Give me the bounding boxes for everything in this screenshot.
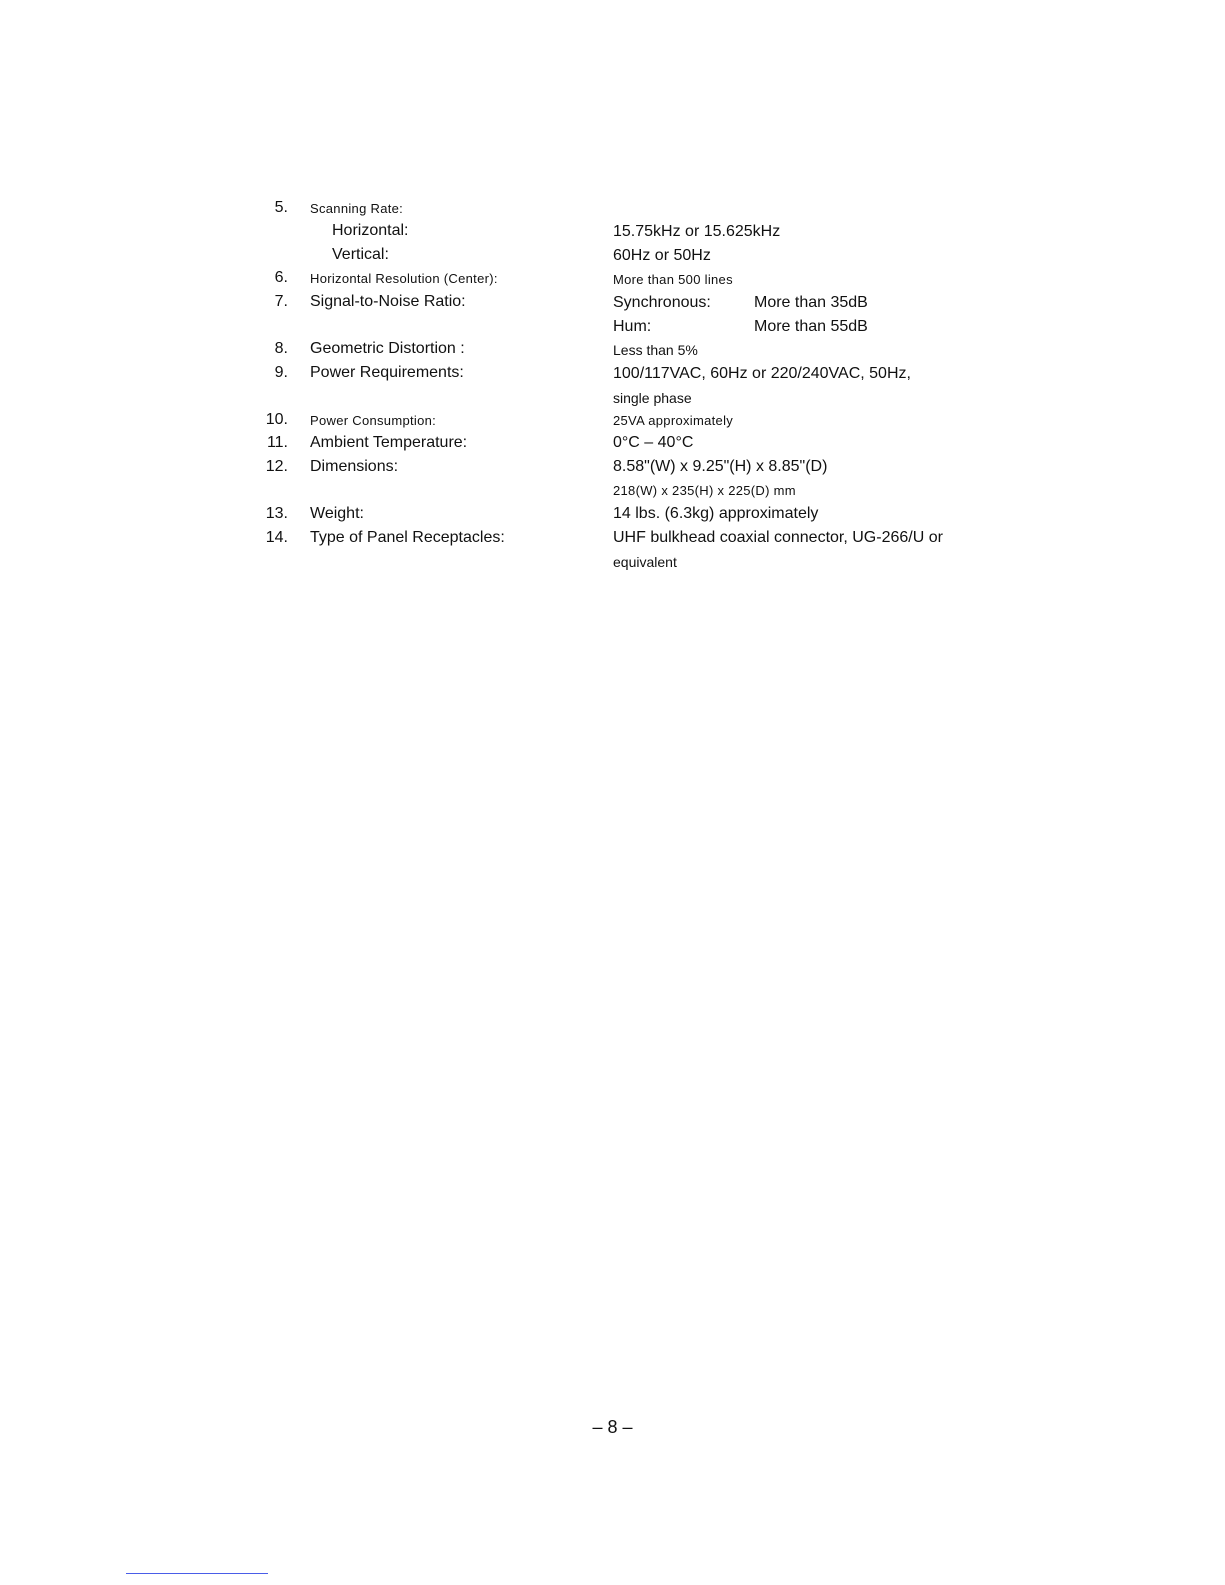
spec-8-label: Geometric Distortion : — [310, 340, 465, 357]
page-number: – 8 – — [592, 1417, 633, 1437]
spec-13-value: 14 lbs. (6.3kg) approximately — [613, 505, 819, 522]
spec-5-vertical-value: 60Hz or 50Hz — [613, 247, 711, 264]
spec-5-horizontal-label: Horizontal: — [332, 222, 409, 239]
spec-10-number: 10. — [265, 411, 288, 428]
spec-10-label: Power Consumption: — [310, 413, 437, 428]
spec-6-number: 6. — [274, 269, 288, 286]
spec-6-value: More than 500 lines — [613, 272, 733, 287]
spec-13-number: 13. — [265, 505, 288, 522]
spec-6-label: Horizontal Resolution (Center): — [310, 271, 498, 286]
spec-5-label: Scanning Rate: — [310, 201, 404, 216]
spec-9-number: 9. — [274, 364, 288, 381]
spec-5-horizontal-value: 15.75kHz or 15.625kHz — [613, 223, 781, 240]
spec-12-label: Dimensions: — [310, 458, 399, 475]
spec-7-hum-value: More than 55dB — [754, 318, 868, 335]
footer-rule — [126, 1573, 268, 1574]
spec-11-value: 0°C – 40°C — [613, 434, 694, 451]
spec-13-label: Weight: — [310, 505, 364, 522]
spec-7-label: Signal-to-Noise Ratio: — [310, 293, 466, 310]
spec-7-number: 7. — [274, 293, 288, 310]
spec-12-value-line2: 218(W) x 235(H) x 225(D) mm — [613, 483, 796, 498]
spec-12-value-line1: 8.58"(W) x 9.25"(H) x 8.85"(D) — [613, 458, 828, 475]
spec-9-label: Power Requirements: — [310, 364, 464, 381]
spec-8-value: Less than 5% — [613, 342, 698, 358]
spec-7-sync-value: More than 35dB — [754, 294, 868, 311]
spec-9-value-line2: single phase — [613, 390, 692, 406]
spec-5-vertical-label: Vertical: — [332, 246, 389, 263]
spec-9-value-line1: 100/117VAC, 60Hz or 220/240VAC, 50Hz, — [613, 365, 911, 382]
spec-5-number: 5. — [274, 199, 288, 216]
spec-11-number: 11. — [266, 434, 288, 451]
spec-7-sync-label: Synchronous: — [613, 294, 711, 311]
spec-7-hum-label: Hum: — [613, 318, 652, 335]
spec-10-value: 25VA approximately — [613, 413, 734, 428]
spec-14-label: Type of Panel Receptacles: — [310, 529, 505, 546]
spec-14-value-line1: UHF bulkhead coaxial connector, UG-266/U or — [613, 529, 943, 546]
spec-12-number: 12. — [265, 458, 288, 475]
spec-11-label: Ambient Temperature: — [310, 434, 468, 451]
spec-14-value-line2: equivalent — [613, 554, 677, 570]
spec-14-number: 14. — [265, 529, 288, 546]
spec-8-number: 8. — [274, 340, 288, 357]
